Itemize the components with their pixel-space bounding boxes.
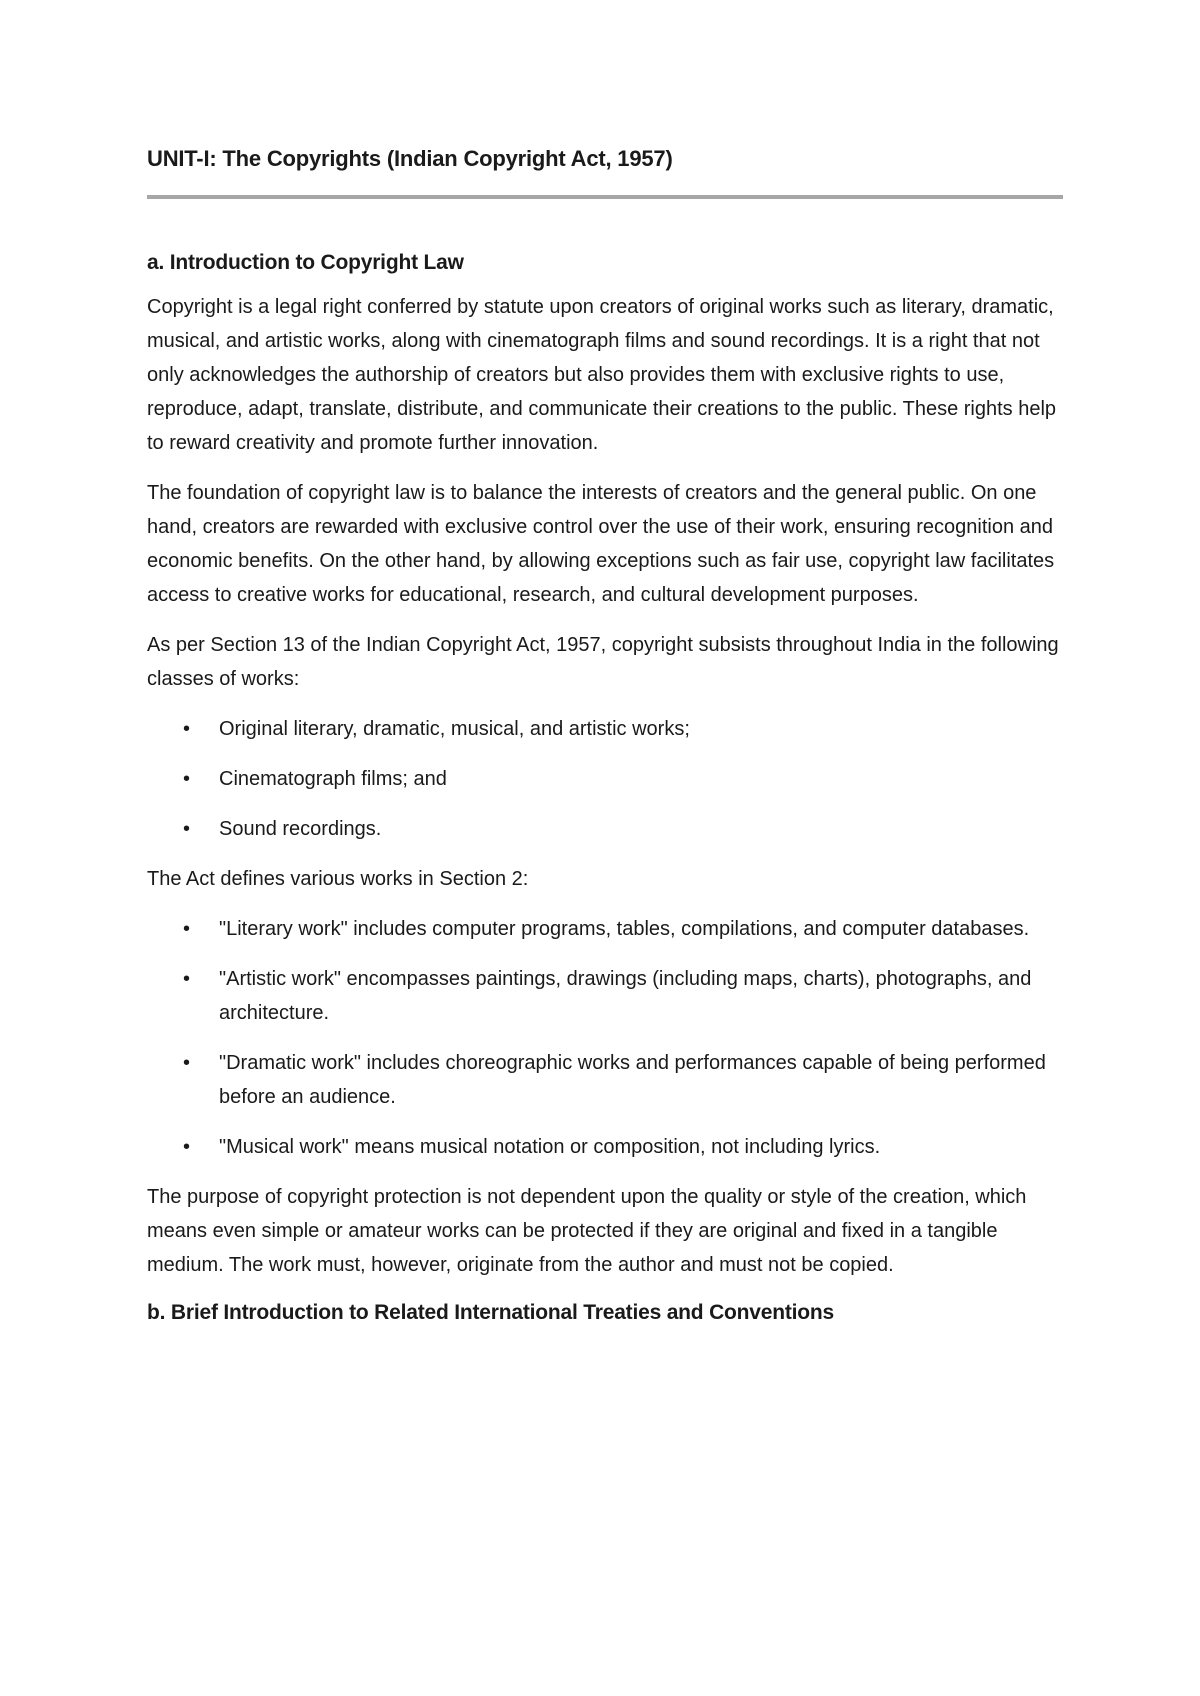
list-item bbox=[147, 962, 1063, 1030]
bullet-icon: • bbox=[183, 718, 191, 740]
list-item-text: Original literary, dramatic, musical, and artistic works; bbox=[219, 718, 690, 740]
bullet-icon: • bbox=[183, 1136, 191, 1158]
list-item-text: "Literary work" includes computer programs, tables, compilations, and computer databases. bbox=[219, 918, 1030, 940]
list-item-text: "Musical work" means musical notation or composition, not including lyrics. bbox=[219, 1136, 881, 1158]
list-item-text: Sound recordings. bbox=[219, 818, 382, 840]
bullet-icon: • bbox=[183, 968, 191, 990]
classes-of-works-list bbox=[147, 712, 1063, 846]
list-item bbox=[147, 1046, 1063, 1114]
list-item-text: "Artistic work" encompasses paintings, drawings (including maps, charts), photographs, and architecture. bbox=[219, 968, 1032, 1024]
bullet-icon: • bbox=[183, 768, 191, 790]
title-divider bbox=[147, 195, 1063, 199]
list-item bbox=[147, 762, 1063, 796]
document-title: UNIT-I: The Copyrights (Indian Copyright Act, 1957) bbox=[147, 146, 673, 171]
list-item bbox=[147, 712, 1063, 746]
section-13-paragraph: As per Section 13 of the Indian Copyright Act, 1957, copyright subsists throughout India in the following classes of works: bbox=[147, 634, 1059, 690]
bullet-icon: • bbox=[183, 818, 191, 840]
closing-paragraph: The purpose of copyright protection is not dependent upon the quality or style of the creation, which means even simple or amateur works can be protected if they are original and fixed in a tangible medium. The work must, however, originate from the author and must not be copied. bbox=[147, 1186, 1027, 1276]
list-item bbox=[147, 912, 1063, 946]
list-item bbox=[147, 812, 1063, 846]
intro-paragraph: Copyright is a legal right conferred by statute upon creators of original works such as literary, dramatic, musical, and artistic works, along with cinematograph films and sound recordings. It is a right that not only acknowledges the authorship of creators but also provides them with exclusive rights to use, reproduce, adapt, translate, distribute, and communicate their creations to the public. These rights help to reward creativity and promote further innovation. bbox=[147, 296, 1057, 454]
section-a-heading: a. Introduction to Copyright Law bbox=[147, 251, 464, 274]
section-b-heading: b. Brief Introduction to Related International Treaties and Conventions bbox=[147, 1301, 835, 1324]
list-item-text: "Dramatic work" includes choreographic works and performances capable of being performed before an audience. bbox=[219, 1052, 1046, 1108]
definitions-list bbox=[147, 912, 1063, 1164]
list-item-text: Cinematograph films; and bbox=[219, 768, 447, 790]
balance-paragraph: The foundation of copyright law is to balance the interests of creators and the general public. On one hand, creators are rewarded with exclusive control over the use of their work, ensuring recognition and economic benefits. On the other hand, by allowing exceptions such as fair use, copyright law facilitates access to creative works for educational, research, and cultural development purposes. bbox=[147, 482, 1055, 606]
list-item bbox=[147, 1130, 1063, 1164]
bullet-icon: • bbox=[183, 1052, 191, 1074]
definitions-intro: The Act defines various works in Section 2: bbox=[147, 868, 529, 890]
document-body bbox=[147, 248, 1063, 1340]
bullet-icon: • bbox=[183, 918, 191, 940]
